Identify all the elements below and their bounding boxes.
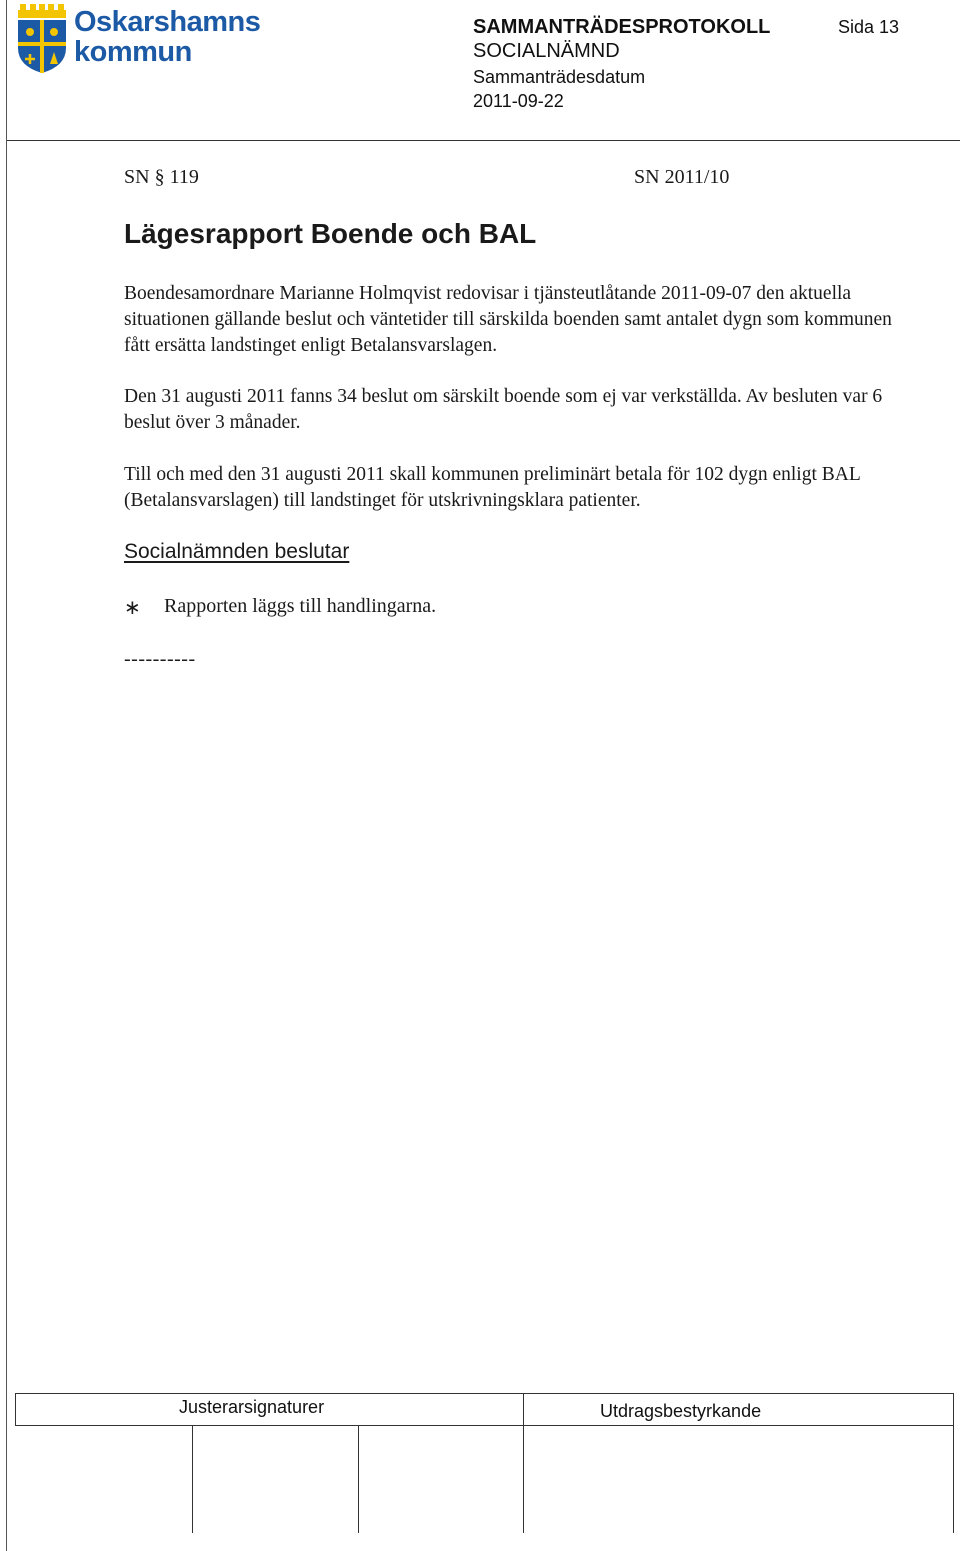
- signature-cell-divider-2: [358, 1425, 359, 1533]
- signatures-label: Justerarsignaturer: [179, 1397, 325, 1417]
- signature-cell-divider-1: [192, 1425, 193, 1533]
- decision-bullet: ∗: [124, 597, 141, 619]
- crest-icon: [16, 4, 68, 74]
- meeting-date: 2011-09-22: [473, 91, 564, 111]
- page-number: Sida 13: [838, 17, 900, 37]
- body-paragraph-2: Den 31 augusti 2011 fanns 34 beslut om särskilt boende som ej var verkställda. Av besluten var 6 beslut över 3 månader.: [124, 386, 883, 433]
- paragraph-reference: SN § 119: [124, 166, 199, 188]
- body-paragraph-1: Boendesamordnare Marianne Holmqvist redovisar i tjänsteutlåtande 2011-09-07 den aktuella situationen gällande beslut och väntetider till särskilda boenden samt antalet dygn som kommunen fått ersätta landstinget enligt Betalansvarslagen.: [124, 283, 892, 356]
- committee-name: SOCIALNÄMND: [473, 40, 620, 62]
- logo-wordmark: [74, 8, 260, 67]
- item-title: Lägesrapport Boende och BAL: [124, 218, 537, 249]
- table-left-border: [15, 1393, 16, 1426]
- meeting-date-label: Sammanträdesdatum: [473, 67, 646, 87]
- logo-line1: Oskarshamns: [74, 6, 261, 38]
- table-middle-border: [523, 1393, 524, 1533]
- extract-label: Utdragsbestyrkande: [600, 1401, 762, 1421]
- municipality-logo: [16, 4, 266, 76]
- table-header-border: [15, 1425, 954, 1426]
- end-marker: ----------: [124, 648, 196, 670]
- left-margin-rule: [6, 0, 7, 1551]
- body-paragraph-3: Till och med den 31 augusti 2011 skall kommunen preliminärt betala för 102 dygn enligt BAL (Betalansvarslagen) till landstinget för utskrivningsklara patienter.: [124, 464, 861, 511]
- logo-line2: kommun: [74, 36, 192, 68]
- table-top-border: [15, 1393, 954, 1394]
- protocol-title: SAMMANTRÄDESPROTOKOLL: [473, 16, 771, 38]
- header-divider: [7, 140, 960, 141]
- decision-text: Rapporten läggs till handlingarna.: [164, 595, 437, 617]
- table-right-border: [953, 1393, 954, 1533]
- case-reference: SN 2011/10: [634, 166, 730, 188]
- decision-heading: Socialnämnden beslutar: [124, 540, 350, 563]
